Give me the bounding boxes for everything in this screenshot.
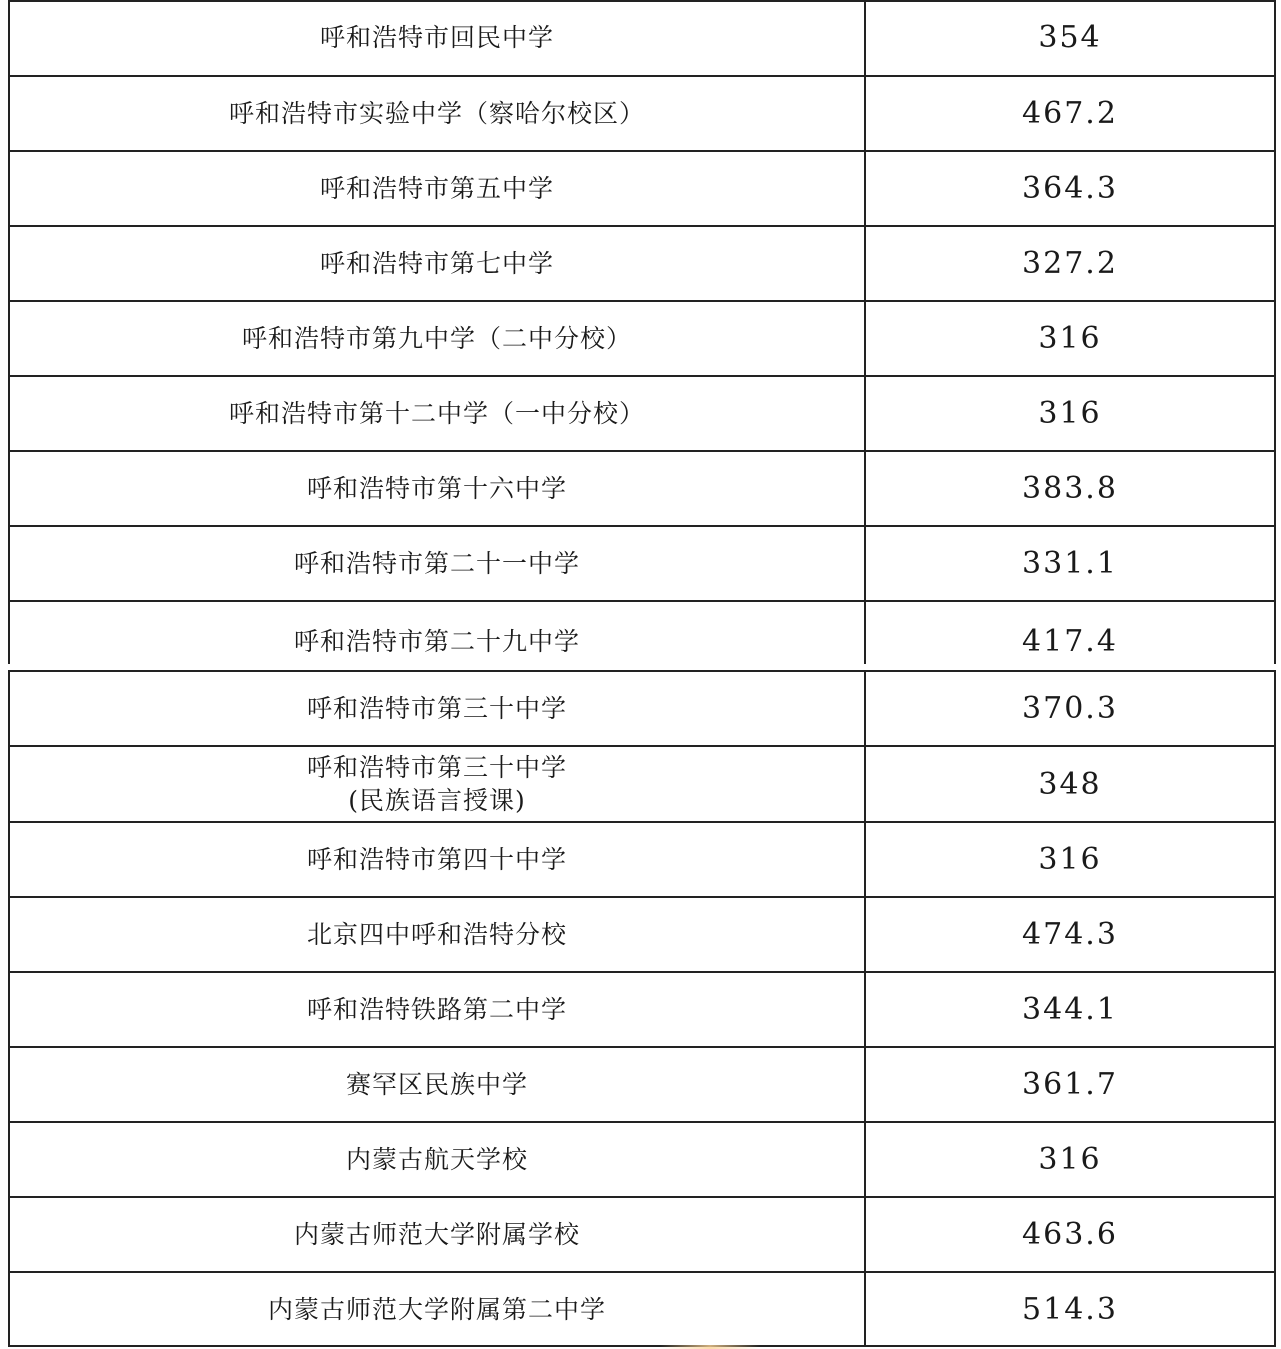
- school-name: 呼和浩特市第七中学: [319, 249, 554, 278]
- table-row: [10, 77, 1274, 152]
- table-row: [10, 1273, 1274, 1346]
- school-name: 呼和浩特市第三十中学: [306, 753, 567, 782]
- score-cell: 348: [1038, 766, 1102, 802]
- table-row: [10, 0, 1274, 77]
- school-name: 北京四中呼和浩特分校: [306, 920, 567, 949]
- school-name-line2: (民族语言授课): [348, 786, 526, 815]
- table-row: [10, 973, 1274, 1048]
- score-cell: 316: [1038, 842, 1102, 877]
- score-cell: 327.2: [1022, 246, 1118, 281]
- school-name-cell: [10, 672, 866, 745]
- table-row: [10, 377, 1274, 452]
- score-cell: 331.1: [1022, 546, 1118, 581]
- table-row: [10, 1048, 1274, 1123]
- table-row: [10, 227, 1274, 302]
- school-name: 呼和浩特市第二十九中学: [293, 626, 580, 656]
- score-cell: 316: [1038, 321, 1102, 356]
- school-name-cell: [10, 227, 866, 300]
- school-name-cell: [10, 452, 866, 525]
- school-name: 呼和浩特市第二十一中学: [293, 549, 580, 578]
- school-name: 内蒙古师范大学附属第二中学: [267, 1295, 606, 1324]
- school-name-cell: [10, 602, 866, 664]
- table-row: [10, 452, 1274, 527]
- school-name-cell: [10, 823, 866, 896]
- school-name-cell: [10, 77, 866, 150]
- table-row: [10, 823, 1274, 898]
- score-cell: 514.3: [1022, 1292, 1118, 1327]
- score-cell: 463.6: [1022, 1217, 1118, 1252]
- school-name: 呼和浩特市第九中学（二中分校）: [241, 324, 632, 353]
- table-row: [10, 1198, 1274, 1273]
- school-name-cell: [10, 747, 866, 821]
- school-name: 呼和浩特市回民中学: [319, 23, 554, 52]
- school-name-cell: [10, 1123, 866, 1196]
- school-name: 内蒙古师范大学附属学校: [293, 1220, 580, 1249]
- school-name-cell: [10, 1273, 866, 1346]
- school-name: 内蒙古航天学校: [345, 1145, 528, 1174]
- score-cell: 383.8: [1022, 471, 1118, 506]
- school-name: 呼和浩特市第五中学: [319, 174, 554, 203]
- school-name-cell: [10, 302, 866, 375]
- table-row: [10, 302, 1274, 377]
- score-table-upper: [8, 0, 1276, 664]
- school-name: 呼和浩特市第四十中学: [306, 845, 567, 874]
- school-name-cell: [10, 973, 866, 1046]
- school-name: 呼和浩特铁路第二中学: [306, 995, 567, 1024]
- table-row: [10, 602, 1274, 664]
- scan-smudge: [660, 1345, 760, 1349]
- score-cell: 316: [1038, 1142, 1102, 1177]
- table-row: [10, 898, 1274, 973]
- school-name: 呼和浩特市第十六中学: [306, 474, 567, 503]
- score-cell: 417.4: [1022, 623, 1118, 659]
- table-row: [10, 672, 1274, 747]
- table-row: [10, 152, 1274, 227]
- score-cell: 474.3: [1022, 917, 1118, 952]
- school-name-cell: [10, 152, 866, 225]
- school-name: 呼和浩特市第十二中学（一中分校）: [228, 399, 645, 428]
- table-row: [10, 747, 1274, 823]
- score-cell: 364.3: [1022, 171, 1118, 206]
- school-name-cell: [10, 1048, 866, 1121]
- score-cell: 344.1: [1022, 992, 1118, 1027]
- school-name-cell: [10, 898, 866, 971]
- school-name: 呼和浩特市实验中学（察哈尔校区）: [228, 99, 645, 128]
- table-row: [10, 1123, 1274, 1198]
- score-cell: 354: [1038, 20, 1102, 55]
- school-name-cell: [10, 527, 866, 600]
- school-name-cell: [10, 1198, 866, 1271]
- table-row: [10, 527, 1274, 602]
- school-name: 呼和浩特市第三十中学: [306, 694, 567, 723]
- school-name-cell: [10, 377, 866, 450]
- score-cell: 467.2: [1022, 96, 1118, 131]
- score-cell: 361.7: [1022, 1067, 1118, 1102]
- school-name: 赛罕区民族中学: [345, 1070, 528, 1099]
- score-cell: 370.3: [1022, 691, 1118, 726]
- score-cell: 316: [1038, 396, 1102, 431]
- score-table-lower: [8, 670, 1276, 1347]
- school-name-cell: [10, 0, 866, 75]
